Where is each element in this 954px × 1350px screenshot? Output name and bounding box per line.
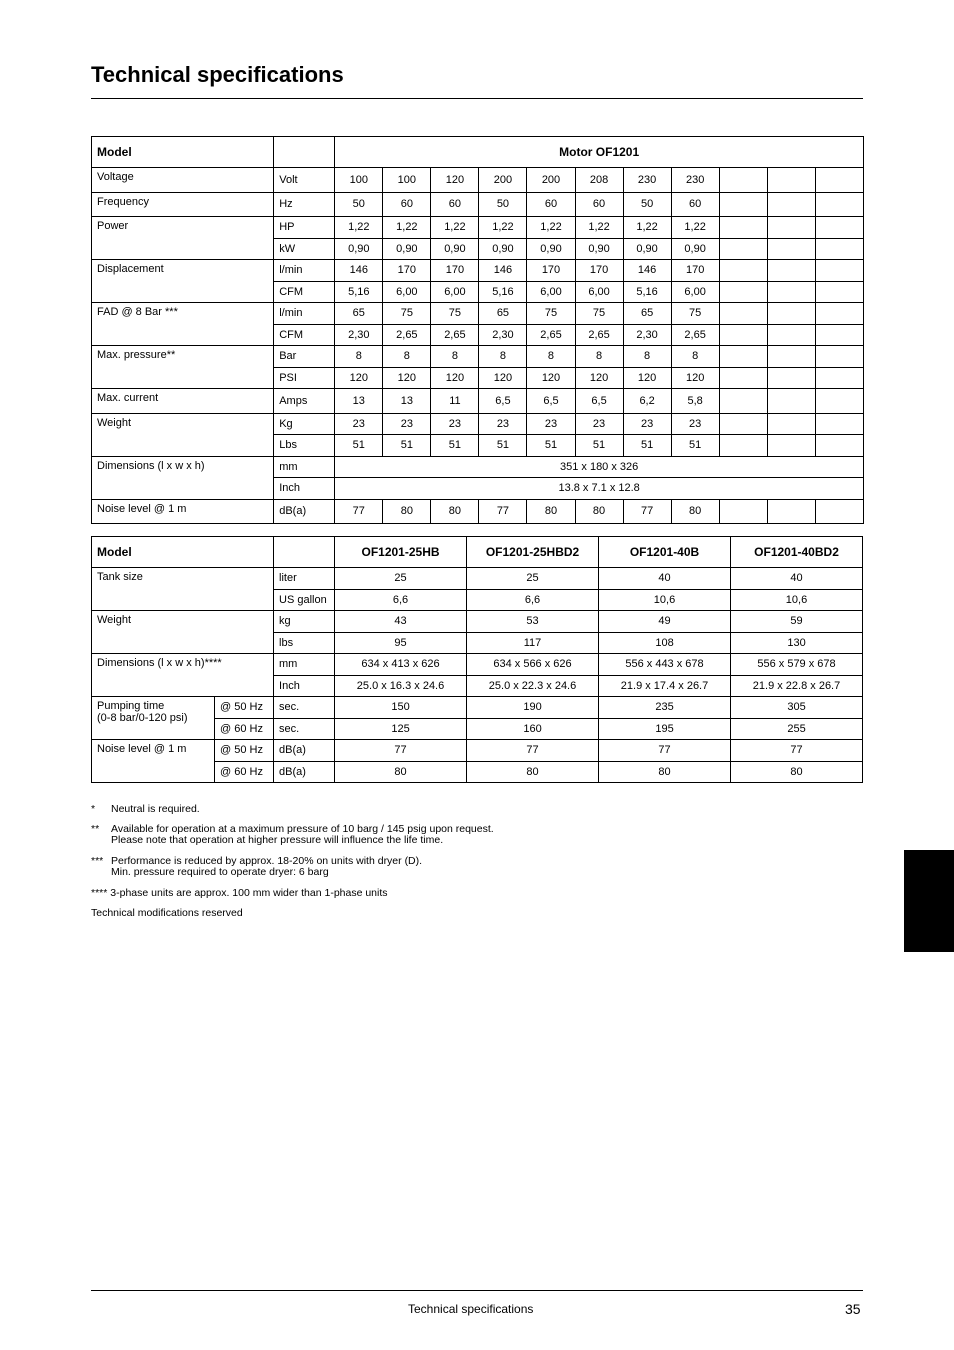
value-cell: 6,5 (527, 389, 575, 414)
value-cell: 6,00 (575, 281, 623, 303)
value-cell: 10,6 (731, 589, 863, 611)
value-cell: 77 (731, 740, 863, 762)
value-cell: 195 (599, 718, 731, 740)
empty-cell (719, 168, 767, 193)
empty-cell (719, 238, 767, 260)
empty-cell (815, 217, 863, 239)
unit-cell: sec. (274, 697, 335, 719)
value-cell: 23 (575, 413, 623, 435)
motor-header: Motor OF1201 (335, 137, 864, 168)
row-label: Dimensions (l x w x h)**** (92, 654, 274, 697)
value-cell: 1,22 (671, 217, 719, 239)
row-label: Max. pressure** (92, 346, 274, 389)
row-label: Frequency (92, 192, 274, 217)
value-cell: 25 (335, 568, 467, 590)
unit-cell: Volt (274, 168, 335, 193)
value-cell: 80 (575, 499, 623, 524)
value-cell: 75 (383, 303, 431, 325)
value-cell: 8 (383, 346, 431, 368)
value-cell: 1,22 (383, 217, 431, 239)
value-cell: 6,00 (671, 281, 719, 303)
unit-cell: l/min (274, 303, 335, 325)
value-cell: 65 (335, 303, 383, 325)
empty-cell (815, 260, 863, 282)
footer-title: Technical specifications (408, 1302, 534, 1316)
value-cell: 13 (383, 389, 431, 414)
value-cell: 21.9 x 22.8 x 26.7 (731, 675, 863, 697)
value-cell: 60 (431, 192, 479, 217)
footnote: *** Performance is reduced by approx. 18-20% on units with dryer (D). Min. pressure required to operate dryer: 6 barg (91, 855, 423, 878)
row-label: Power (92, 217, 274, 260)
value-cell: 170 (671, 260, 719, 282)
value-cell: 255 (731, 718, 863, 740)
value-cell: 0,90 (623, 238, 671, 260)
value-cell: 0,90 (335, 238, 383, 260)
value-cell: 6,00 (383, 281, 431, 303)
value-cell: 0,90 (527, 238, 575, 260)
empty-cell (719, 217, 767, 239)
unit-cell: Lbs (274, 435, 335, 457)
value-cell: 5,16 (479, 281, 527, 303)
value-cell: 50 (479, 192, 527, 217)
unit-cell: HP (274, 217, 335, 239)
frequency-cell: @ 50 Hz (215, 697, 274, 719)
table-row (92, 499, 864, 524)
value-cell: 6,00 (527, 281, 575, 303)
value-cell: 170 (431, 260, 479, 282)
value-cell: 23 (335, 413, 383, 435)
value-cell: 2,65 (383, 324, 431, 346)
unit-cell: US gallon (274, 589, 335, 611)
value-cell: 1,22 (623, 217, 671, 239)
unit-cell: l/min (274, 260, 335, 282)
value-cell: 25 (467, 568, 599, 590)
value-cell: 0,90 (383, 238, 431, 260)
value-cell: 8 (479, 346, 527, 368)
table-row (92, 740, 863, 762)
empty-cell (815, 413, 863, 435)
table-row (92, 389, 864, 414)
unit-cell: kW (274, 238, 335, 260)
empty-cell (767, 281, 815, 303)
value-cell: 5,8 (671, 389, 719, 414)
column-header: OF1201-25HB (335, 537, 467, 568)
title-rule (91, 98, 863, 99)
empty-cell (767, 435, 815, 457)
row-label: Noise level @ 1 m (92, 740, 215, 783)
column-header: OF1201-40BD2 (731, 537, 863, 568)
unit-cell: dB(a) (274, 740, 335, 762)
empty-cell (767, 168, 815, 193)
value-cell: 120 (431, 367, 479, 389)
empty-cell (815, 389, 863, 414)
empty-cell (815, 238, 863, 260)
footnote: **** 3-phase units are approx. 100 mm wider than 1-phase units (91, 887, 388, 899)
value-cell: 556 x 443 x 678 (599, 654, 731, 676)
empty-cell (719, 324, 767, 346)
unit-cell: lbs (274, 632, 335, 654)
frequency-cell: @ 60 Hz (215, 718, 274, 740)
value-cell: 51 (527, 435, 575, 457)
value-cell: 170 (575, 260, 623, 282)
value-cell: 23 (383, 413, 431, 435)
value-cell: 60 (527, 192, 575, 217)
value-cell: 13 (335, 389, 383, 414)
value-cell: 1,22 (431, 217, 479, 239)
empty-cell (719, 346, 767, 368)
value-cell: 160 (467, 718, 599, 740)
footnote: ** Available for operation at a maximum pressure of 10 barg / 145 psig upon request. Please note that operation at higher pressure will influence the life time. (91, 823, 494, 846)
table-row (92, 413, 864, 435)
table-row (92, 654, 863, 676)
value-cell: 23 (479, 413, 527, 435)
column-header: OF1201-25HBD2 (467, 537, 599, 568)
unit-cell: dB(a) (274, 761, 335, 783)
page-number: 35 (845, 1301, 861, 1317)
unit-cell: Amps (274, 389, 335, 414)
row-label: Weight (92, 611, 274, 654)
value-cell: 77 (599, 740, 731, 762)
value-cell: 305 (731, 697, 863, 719)
value-cell: 80 (431, 499, 479, 524)
empty-cell (815, 303, 863, 325)
value-cell: 8 (335, 346, 383, 368)
value-cell: 11 (431, 389, 479, 414)
value-cell: 120 (671, 367, 719, 389)
value-cell: 80 (467, 761, 599, 783)
value-cell: 23 (431, 413, 479, 435)
value-cell: 130 (731, 632, 863, 654)
value-cell: 80 (527, 499, 575, 524)
model-header: Model (92, 137, 274, 168)
value-cell: 25.0 x 22.3 x 24.6 (467, 675, 599, 697)
value-cell: 1,22 (335, 217, 383, 239)
value-cell: 2,65 (575, 324, 623, 346)
value-cell: 170 (383, 260, 431, 282)
empty-cell (815, 281, 863, 303)
empty-cell (767, 324, 815, 346)
empty-cell (719, 413, 767, 435)
frequency-cell: @ 60 Hz (215, 761, 274, 783)
value-cell: 60 (671, 192, 719, 217)
spanned-value-cell: 13.8 x 7.1 x 12.8 (335, 478, 864, 500)
empty-cell (767, 346, 815, 368)
table-row (92, 260, 864, 282)
value-cell: 200 (479, 168, 527, 193)
value-cell: 235 (599, 697, 731, 719)
value-cell: 51 (383, 435, 431, 457)
unit-cell: CFM (274, 281, 335, 303)
empty-cell (815, 168, 863, 193)
value-cell: 120 (335, 367, 383, 389)
unit-cell: kg (274, 611, 335, 633)
empty-cell (719, 260, 767, 282)
value-cell: 6,5 (479, 389, 527, 414)
value-cell: 190 (467, 697, 599, 719)
footnote: * Neutral is required. (91, 803, 200, 815)
value-cell: 43 (335, 611, 467, 633)
empty-cell (719, 281, 767, 303)
value-cell: 80 (383, 499, 431, 524)
empty-cell (815, 435, 863, 457)
value-cell: 49 (599, 611, 731, 633)
row-label: Tank size (92, 568, 274, 611)
value-cell: 146 (479, 260, 527, 282)
value-cell: 1,22 (575, 217, 623, 239)
value-cell: 0,90 (671, 238, 719, 260)
modifications-note: Technical modifications reserved (91, 907, 243, 919)
value-cell: 5,16 (335, 281, 383, 303)
empty-cell (719, 303, 767, 325)
row-label: FAD @ 8 Bar *** (92, 303, 274, 346)
table-row (92, 192, 864, 217)
empty-cell (767, 303, 815, 325)
value-cell: 146 (623, 260, 671, 282)
table-row (92, 346, 864, 368)
empty-cell (815, 367, 863, 389)
value-cell: 2,65 (671, 324, 719, 346)
unit-cell: mm (274, 654, 335, 676)
value-cell: 6,6 (335, 589, 467, 611)
value-cell: 60 (383, 192, 431, 217)
empty-cell (719, 435, 767, 457)
empty-cell (815, 346, 863, 368)
value-cell: 75 (671, 303, 719, 325)
spanned-value-cell: 351 x 180 x 326 (335, 456, 864, 478)
value-cell: 100 (335, 168, 383, 193)
value-cell: 8 (671, 346, 719, 368)
unit-cell: mm (274, 456, 335, 478)
page-title: Technical specifications (91, 62, 344, 87)
value-cell: 146 (335, 260, 383, 282)
empty-cell (719, 192, 767, 217)
value-cell: 51 (623, 435, 671, 457)
value-cell: 95 (335, 632, 467, 654)
row-label: Voltage (92, 168, 274, 193)
value-cell: 65 (479, 303, 527, 325)
value-cell: 120 (383, 367, 431, 389)
empty-cell (767, 367, 815, 389)
value-cell: 77 (623, 499, 671, 524)
value-cell: 556 x 579 x 678 (731, 654, 863, 676)
unit-cell: Hz (274, 192, 335, 217)
value-cell: 10,6 (599, 589, 731, 611)
value-cell: 75 (527, 303, 575, 325)
row-label: Weight (92, 413, 274, 456)
value-cell: 230 (671, 168, 719, 193)
value-cell: 634 x 413 x 626 (335, 654, 467, 676)
value-cell: 208 (575, 168, 623, 193)
empty-cell (815, 324, 863, 346)
unit-cell: PSI (274, 367, 335, 389)
value-cell: 21.9 x 17.4 x 26.7 (599, 675, 731, 697)
value-cell: 120 (575, 367, 623, 389)
column-header: OF1201-40B (599, 537, 731, 568)
value-cell: 53 (467, 611, 599, 633)
value-cell: 6,6 (467, 589, 599, 611)
table-row (92, 611, 863, 633)
unit-cell: Kg (274, 413, 335, 435)
value-cell: 8 (575, 346, 623, 368)
value-cell: 77 (467, 740, 599, 762)
empty-cell (815, 499, 863, 524)
value-cell: 23 (671, 413, 719, 435)
value-cell: 117 (467, 632, 599, 654)
value-cell: 100 (383, 168, 431, 193)
value-cell: 230 (623, 168, 671, 193)
unit-cell: CFM (274, 324, 335, 346)
value-cell: 51 (431, 435, 479, 457)
value-cell: 77 (479, 499, 527, 524)
value-cell: 120 (527, 367, 575, 389)
unit-header (274, 137, 335, 168)
empty-cell (719, 367, 767, 389)
empty-cell (719, 499, 767, 524)
value-cell: 40 (731, 568, 863, 590)
value-cell: 1,22 (527, 217, 575, 239)
table-row (92, 568, 863, 590)
value-cell: 75 (575, 303, 623, 325)
value-cell: 0,90 (575, 238, 623, 260)
model-header: Model (92, 537, 274, 568)
value-cell: 75 (431, 303, 479, 325)
value-cell: 51 (671, 435, 719, 457)
unit-cell: Inch (274, 478, 335, 500)
row-label: Displacement (92, 260, 274, 303)
value-cell: 8 (623, 346, 671, 368)
value-cell: 120 (431, 168, 479, 193)
value-cell: 200 (527, 168, 575, 193)
value-cell: 77 (335, 499, 383, 524)
value-cell: 60 (575, 192, 623, 217)
value-cell: 6,00 (431, 281, 479, 303)
empty-cell (767, 389, 815, 414)
empty-cell (767, 260, 815, 282)
unit-cell: Inch (274, 675, 335, 697)
value-cell: 8 (527, 346, 575, 368)
value-cell: 6,5 (575, 389, 623, 414)
empty-cell (719, 389, 767, 414)
value-cell: 1,22 (479, 217, 527, 239)
value-cell: 80 (731, 761, 863, 783)
empty-cell (815, 192, 863, 217)
value-cell: 2,30 (335, 324, 383, 346)
unit-header (274, 537, 335, 568)
value-cell: 80 (335, 761, 467, 783)
value-cell: 0,90 (431, 238, 479, 260)
value-cell: 6,2 (623, 389, 671, 414)
unit-cell: dB(a) (274, 499, 335, 524)
value-cell: 80 (599, 761, 731, 783)
value-cell: 77 (335, 740, 467, 762)
empty-cell (767, 413, 815, 435)
value-cell: 634 x 566 x 626 (467, 654, 599, 676)
row-label: Dimensions (l x w x h) (92, 456, 274, 499)
value-cell: 108 (599, 632, 731, 654)
value-cell: 2,30 (623, 324, 671, 346)
value-cell: 120 (623, 367, 671, 389)
empty-cell (767, 217, 815, 239)
value-cell: 51 (479, 435, 527, 457)
value-cell: 2,65 (431, 324, 479, 346)
frequency-cell: @ 50 Hz (215, 740, 274, 762)
value-cell: 23 (623, 413, 671, 435)
value-cell: 50 (335, 192, 383, 217)
value-cell: 125 (335, 718, 467, 740)
unit-cell: sec. (274, 718, 335, 740)
section-tab-marker (904, 850, 954, 952)
value-cell: 50 (623, 192, 671, 217)
motor-spec-table (91, 136, 864, 524)
value-cell: 2,30 (479, 324, 527, 346)
value-cell: 0,90 (479, 238, 527, 260)
empty-cell (767, 192, 815, 217)
value-cell: 40 (599, 568, 731, 590)
table-row (92, 303, 864, 325)
value-cell: 2,65 (527, 324, 575, 346)
row-label: Max. current (92, 389, 274, 414)
row-label: Pumping time (0-8 bar/0-120 psi) (92, 697, 215, 740)
empty-cell (767, 499, 815, 524)
row-label: Noise level @ 1 m (92, 499, 274, 524)
empty-cell (767, 238, 815, 260)
value-cell: 150 (335, 697, 467, 719)
table-row (92, 168, 864, 193)
table-row (92, 697, 863, 719)
unit-cell: Bar (274, 346, 335, 368)
value-cell: 59 (731, 611, 863, 633)
value-cell: 51 (575, 435, 623, 457)
value-cell: 5,16 (623, 281, 671, 303)
value-cell: 51 (335, 435, 383, 457)
table-row (92, 217, 864, 239)
model-spec-table (91, 536, 863, 783)
value-cell: 8 (431, 346, 479, 368)
value-cell: 65 (623, 303, 671, 325)
footer-rule (91, 1290, 863, 1291)
value-cell: 25.0 x 16.3 x 24.6 (335, 675, 467, 697)
table-row (92, 456, 864, 478)
value-cell: 120 (479, 367, 527, 389)
value-cell: 23 (527, 413, 575, 435)
value-cell: 170 (527, 260, 575, 282)
value-cell: 80 (671, 499, 719, 524)
unit-cell: liter (274, 568, 335, 590)
